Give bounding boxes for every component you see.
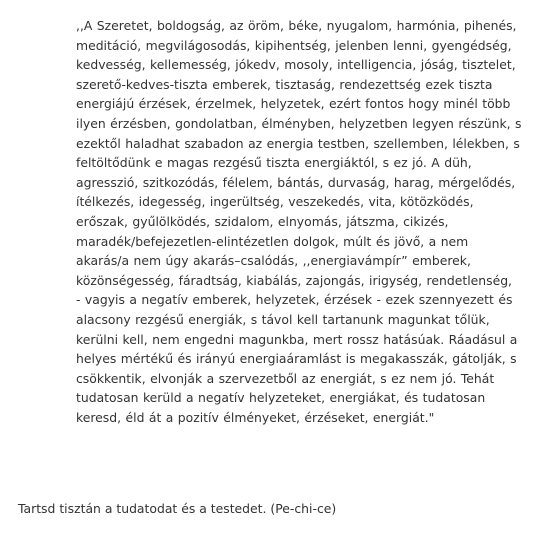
quote-line: agresszió, szitkozódás, félelem, bántás, durvaság, harag, mérgelődés, bbox=[76, 174, 516, 190]
quote-line: közönségesség, fáradtság, kiabálás, zajongás, irigység, rendetlenség, bbox=[76, 272, 512, 288]
quote-line: keresd, éld át a pozitív élményeket, érzéseket, energiát." bbox=[76, 409, 435, 425]
quote-line: ,,A Szeretet, boldogság, az öröm, béke, nyugalom, harmónia, pihenés, bbox=[76, 18, 517, 33]
quote-line: ezektől haladhat szabadon az energia testben, szellemben, lélekben, s bbox=[76, 135, 520, 151]
signature-line: Tartsd tisztán a tudatodat és a testedet. (Pe-chi-ce) bbox=[18, 501, 337, 516]
quote-line: kerülni kell, nem engedni magunkba, mert rossz hatásúak. Ráadásul a bbox=[76, 331, 518, 347]
quote-line: ilyen érzésben, gondolatban, élményben, helyzetben legyen részünk, s bbox=[76, 115, 522, 131]
quote-paragraph bbox=[76, 16, 548, 427]
quote-line: meditáció, megvilágosodás, kipihentség, jelenben lenni, gyengédség, bbox=[76, 37, 512, 53]
quote-line: csökkentik, elvonják a szervezetből az energiát, s ez nem jó. Tehát bbox=[76, 370, 495, 386]
quote-line: energiájú érzések, érzelmek, helyzetek, ezért fontos hogy minél több bbox=[76, 96, 511, 112]
quote-line: helyes mértékű és irányú energiaáramlást is megakasszák, gátolják, s bbox=[76, 351, 517, 367]
quote-line: tudatosan kerüld a negatív helyzeteket, energiákat, és tudatosan bbox=[76, 390, 486, 406]
quote-line: maradék/befejezetlen-elintézetlen dolgok, múlt és jövő, a nem bbox=[76, 233, 469, 249]
quote-line: szerető-kedves-tiszta emberek, tisztaság, rendezettség ezek tiszta bbox=[76, 76, 493, 92]
quote-line: - vagyis a negatív emberek, helyzetek, érzések - ezek szennyezett és bbox=[76, 292, 513, 308]
quote-line: ítélkezés, idegesség, ingerültség, veszekedés, vita, kötözködés, bbox=[76, 194, 474, 210]
quote-line: kedvesség, kellemesség, jókedv, mosoly, intelligencia, jóság, tisztelet, bbox=[76, 57, 516, 73]
quote-line: alacsony rezgésű energiák, s távol kell tartanunk magunkat tőlük, bbox=[76, 311, 490, 327]
quote-line: akarás/a nem úgy akarás–csalódás, ,,energiavámpír” emberek, bbox=[76, 253, 471, 269]
quote-line: erőszak, gyűlölködés, szidalom, elnyomás, játszma, cikizés, bbox=[76, 213, 449, 229]
quote-line: feltöltődünk e magas rezgésű tiszta energiáktól, s ez jó. A düh, bbox=[76, 155, 472, 171]
